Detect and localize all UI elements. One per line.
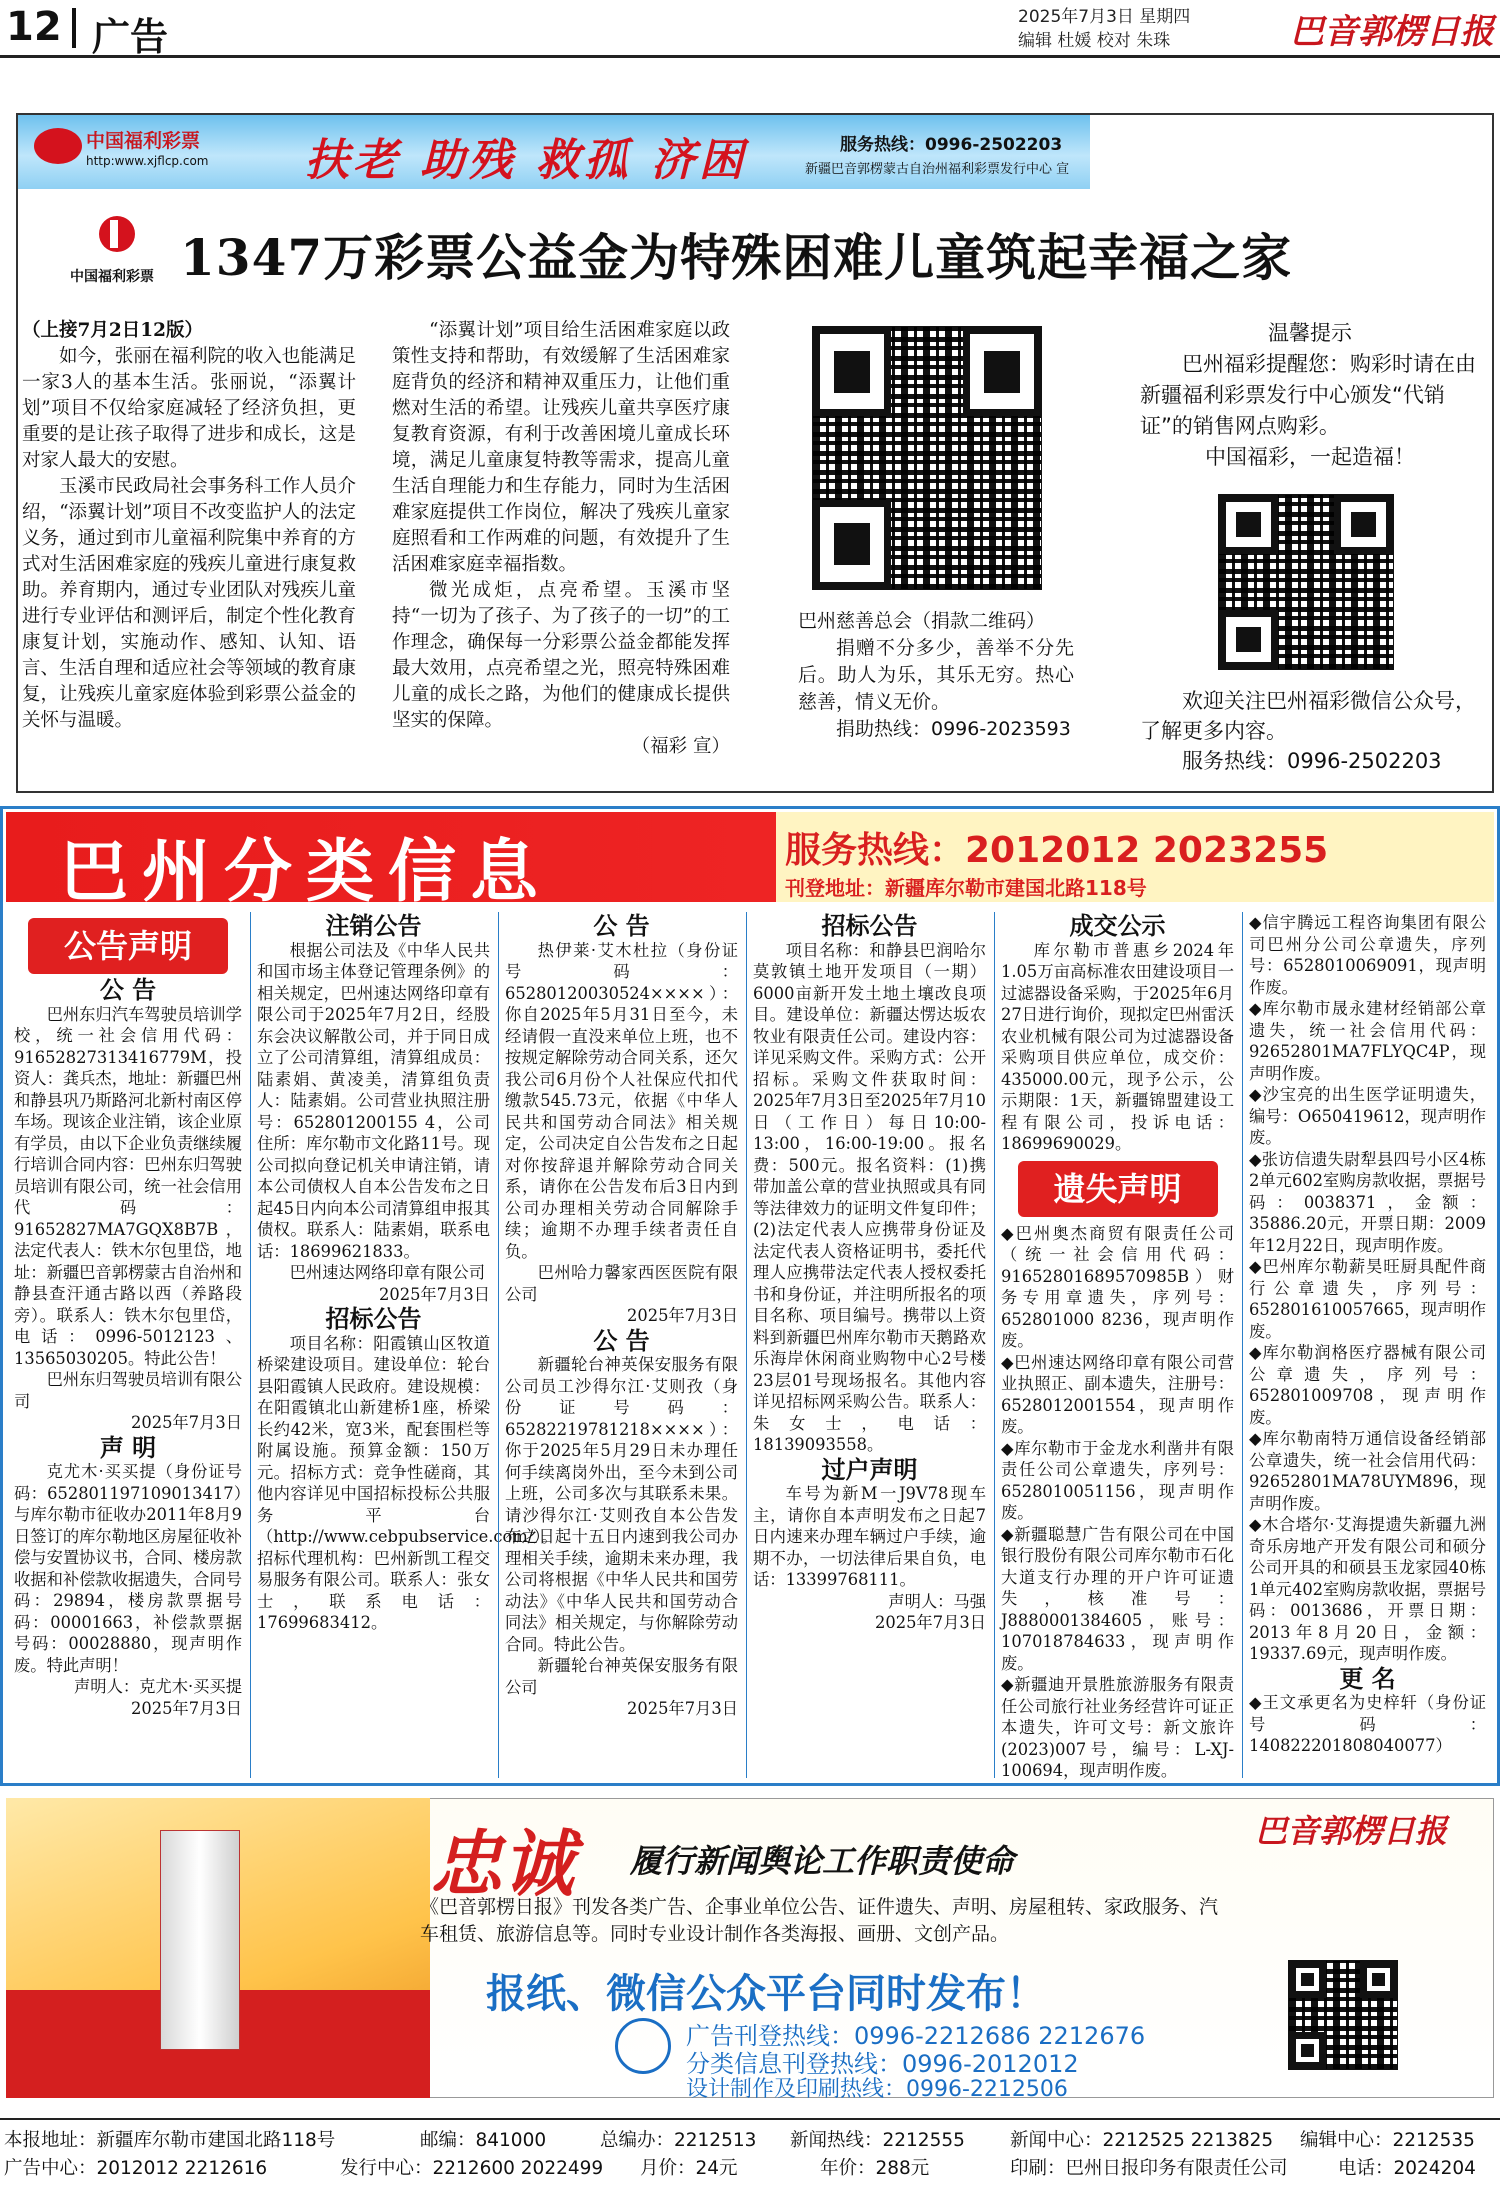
lost-badge: 遗失声明 (1018, 1161, 1218, 1217)
footer-phone: 电话：2024204 (1338, 2158, 1476, 2179)
footer-printer: 印刷：巴州日报印务有限责任公司 (1010, 2158, 1288, 2179)
notice-body: 车号为新M一J9V78现车主，请你自本声明发布之日起7日内速来办理车辆过户手续，逾期不办，一切法律后果自负，电话：13399768111。 (753, 1484, 986, 1589)
banner-slogan: 扶老 助残 救孤 济困 (305, 135, 747, 186)
footer-address: 本报地址：新疆库尔勒市建国北路118号 (4, 2130, 336, 2151)
notice-signer: 声明人：马强 (888, 1591, 986, 1611)
tip-block (1140, 318, 1480, 473)
notice-heading: 成交公示 (1069, 912, 1166, 940)
article-signoff: （福彩 宣） (631, 736, 730, 757)
classified-col-5 (994, 912, 1240, 1778)
lost-item: ◆沙宝亮的出生医学证明遗失，编号：O650419612，现声明作废。 (1249, 1085, 1486, 1147)
promo-headline: 忠诚 (430, 1822, 575, 1906)
notice-badge: 公告声明 (28, 918, 228, 974)
paper-logo: 巴音郭楞日报 (1290, 12, 1494, 52)
classified-title: 巴州分类信息 (60, 833, 553, 912)
wechat-block (1140, 686, 1480, 776)
charity-qr-code[interactable] (812, 326, 1042, 590)
promo-qr-code[interactable] (1288, 1960, 1398, 2070)
wechat-qr-code[interactable] (1218, 494, 1394, 670)
notice-date: 2025年7月3日 (131, 1413, 242, 1432)
logo-caption: 中国福利彩票 (70, 269, 154, 285)
lost-item: ◆木合塔尔·艾海提遗失新疆九洲奇乐房地产开发有限公司和硕分公司开具的和硕县玉龙家园40栋1单元402室购房款收据，票据号码：0013686，开票日期：2013年8月20日，金额：19337.69元，现声明作废。 (1249, 1515, 1486, 1663)
lost-item: ◆库尔勒市于金龙水利凿井有限责任公司公章遗失，序列号：6528010051156，现声明作废。 (1001, 1438, 1234, 1522)
notice-body: 库尔勒市普惠乡2024年1.05万亩高标准农田建设项目一过滤器设备采购，于2025年6月27日进行询价，现拟定巴州雷沃农业机械有限公司为过滤器设备采购项目供应单位，成交价：435000.00元，现予公示，公示期限：1天，新疆锦盟建设工程有限公司，投诉电话：18699690029。 (1001, 940, 1234, 1153)
classified-col-2 (250, 912, 558, 1778)
notice-signer: 巴州东归驾驶员培训有限公司 (14, 1370, 242, 1411)
lost-item: ◆库尔勒润格医疗器械有限公司公章遗失，序列号：652801009708，现声明作废。 (1249, 1343, 1486, 1427)
banner-org: 新疆巴音郭楞蒙古自治州福利彩票发行中心 宣 (805, 162, 1070, 177)
lost-item: ◆新疆聪慧广告有限公司在中国银行股份有限公司库尔勒市石化大道支行办理的开户许可证遗失，核准号：J8880001384605，账号：107018784633，现声明作废。 (1001, 1524, 1234, 1673)
article-paragraph: 如今，张丽在福利院的收入也能满足一家3人的基本生活。张丽说，“添翼计划”项目不仅给家庭减轻了经济负担，更重要的是让孩子取得了进步和成长，这是对家人最大的安慰。 (22, 346, 356, 471)
editor-line: 编辑 杜媛 校对 朱珠 (1018, 31, 1171, 51)
lost-item: ◆信宇腾远工程咨询集团有限公司巴州分公司公章遗失，序列号：6528010069091，现声明作废。 (1249, 913, 1486, 997)
masthead (0, 0, 1500, 58)
notice-heading: 过户声明 (821, 1455, 918, 1484)
date-line: 2025年7月3日 星期四 (1018, 7, 1191, 27)
footer-distribution: 发行中心：2212600 2022499 (340, 2158, 604, 2179)
charity-text: 捐赠不分多少，善举不分先后。助人为乐，其乐无穷。热心慈善，情义无价。 (798, 637, 1074, 713)
notice-date: 2025年7月3日 (627, 1306, 738, 1325)
article-paragraph: “添翼计划”项目给生活困难家庭以政策性支持和帮助，有效缓解了生活困难家庭背负的经济和精神双重压力，让他们重燃对生活的希望。让残疾儿童共享医疗康复教育资源，有利于改善困境儿童成长环境，满足儿童康复特教等需求，提高儿童生活自理能力和生存能力，同时为生活困难家庭提供工作岗位，解决了残疾儿童家庭照看和工作两难的问题，有效提升了生活困难家庭幸福指数。 (392, 320, 730, 575)
notice-body: 项目名称：和静县巴润哈尔莫敦镇土地开发项目（一期）6000亩新开发土地土壤改良项目。建设单位：新疆达愣达坂农牧业有限责任公司。建设内容：详见采购文件。采购方式：公开招标。采购文件获取时间：2025年7月3日至2025年7月10日（工作日）每日10:00-13:00，16:00-19:00。报名费：500元。报名资料：(1)携带加盖公章的营业执照或具有同等法律效力的证明文件复印件；(2)法定代表人应携带身份证及法定代表人资格证明书，委托代理人应携带法定代表人授权委托书和身份证，并注明所报名的项目名称、项目编号。携带以上资料到新疆巴州库尔勒市天鹅路欢乐海岸休闲商业购物中心2号楼23层01号现场报名。其他内容详见招标网采购公告。联系人：朱女士，电话：18139093558。 (753, 940, 986, 1454)
promo-class-line: 分类信息刊登热线：0996-2012012 (686, 2050, 1079, 2078)
footer-news-hotline: 新闻热线：2212555 (790, 2130, 965, 2151)
wechat-hotline: 服务热线：0996-2502203 (1182, 749, 1442, 773)
notice-heading: 公 告 (99, 976, 157, 1004)
rolled-newspaper-icon (160, 1830, 240, 2050)
classified-col-3 (498, 912, 744, 1778)
notice-body: 热伊莱·艾木杜拉（身份证号码：65280120030524××××）：你自2025年5月31日至今，未经请假一直没来单位上班，也不按规定解除劳动合同关系，还欠我公司6月份个人社保应代扣代缴款545.73元，依据《中华人民共和国劳动合同法》相关规定，公司决定自公告发布之日起对你按辞退并解除劳动合同关系，请你在公告发布后3日内到公司办理相关劳动合同解除手续；逾期不办理手续者责任自负。 (505, 940, 738, 1261)
notice-body: 新疆轮台神英保安服务有限公司员工沙得尔江·艾则孜（身份证号码：65282219781218××××）：你于2025年5月29日未办理任何手续离岗外出，至今未到公司上班，公司多次与其联系未果。请沙得尔江·艾则孜自本公告发布之日起十五日内速到我公司办理相关手续，逾期未来办理，我公司将根据《中华人民共和国劳动法》《中华人民共和国劳动合同法》相关规定，与你解除劳动合同。特此公告。 (505, 1355, 738, 1654)
notice-body: ◆王文承更名为史梓轩（身份证号码：140822201808040077） (1249, 1693, 1486, 1755)
notice-signer: 巴州速达网络印章有限公司 (289, 1263, 485, 1282)
notice-heading: 公 告 (593, 1326, 650, 1355)
charity-caption: 巴州慈善总会（捐款二维码） (798, 610, 1046, 632)
lottery-logo-icon (34, 128, 82, 164)
lost-item: ◆新疆迪开景胜旅游服务有限责任公司旅行社业务经营许可证正本遗失，许可文号：新文旅许(2023)007号，编号：L-XJ-100694，现声明作废。 (1001, 1675, 1234, 1780)
article-headline: 1347万彩票公益金为特殊困难儿童筑起幸福之家 (180, 228, 1293, 287)
classified-col-4 (746, 912, 992, 1778)
notice-heading: 招标公告 (821, 912, 918, 940)
notice-date: 2025年7月3日 (627, 1699, 738, 1718)
promo-text: 《巴音郭楞日报》刊发各类广告、企事业单位公告、证件遗失、声明、房屋租转、家政服务、汽车租赁、旅游信息等。同时专业设计制作各类海报、画册、文创产品。 (420, 1896, 1219, 1945)
notice-heading: 声 明 (99, 1433, 157, 1462)
promo-design-line: 设计制作及印刷热线：0996-2212506 (686, 2077, 1068, 2102)
notice-heading: 招标公告 (325, 1305, 422, 1333)
notice-body: 巴州东归汽车驾驶员培训学校，统一社会信用代码：91652827313416779M，投资人：龚兵杰，地址：新疆巴州和静县巩乃斯路河北新村南区停车场。现该企业注销，该企业原有学员，由以下企业负责继续履行培训合同内容：巴州东归驾驶员培训有限公司，统一社会信用代码：91652827MA7GQX8B7B，法定代表人：铁木尔包里岱，地址：新疆巴音郭楞蒙古自治州和静县查汗通古路以西（养路段旁）。联系人：铁木尔包里岱，电话：0996-5012123、13565030205。特此公告！ (14, 1004, 242, 1368)
lost-item: ◆库尔勒市晟永建材经销部公章遗失，统一社会信用代码：92652801MA7FLYQC4P，现声明作废。 (1249, 999, 1486, 1083)
article-paragraph: 玉溪市民政局社会事务科工作人员介绍，“添翼计划”项目不改变监护人的法定义务，通过到市儿童福利院集中养育的方式对生活困难家庭的残疾儿童进行康复救助。养育期内，通过专业团队对残疾儿童进行专业评估和测评后，制定个性化教育康复计划，实施动作、感知、认知、语言、生活自理和适应社会等领域的教育康复，让残疾儿童家庭体验到彩票公益金的关怀与温暖。 (22, 476, 356, 731)
article-continued: （上接7月2日12版） (22, 320, 203, 341)
classified-col-1 (8, 912, 248, 1778)
article-col-1 (22, 318, 356, 734)
notice-body: 项目名称：阳霞镇山区牧道桥梁建设项目。建设单位：轮台县阳霞镇人民政府。建设规模：在阳霞镇北山新建桥1座，桥梁长约42米，宽3米，配套围栏等附属设施。预算金额：150万元。招标方式：竞争性磋商，其他内容详见中国招标投标公共服务平台（http://www.cebpubservice.com/）。招标代理机构：巴州新凯工程交易服务有限公司。联系人：张女士，联系电话：17699683412。 (257, 1333, 558, 1632)
promo-paper-logo: 巴音郭楞日报 (1255, 1812, 1448, 1850)
footer (0, 2118, 1500, 2188)
promo-subheadline: 报纸、微信公众平台同时发布！ (486, 1971, 1046, 2017)
banner-hotline: 服务热线：0996-2502203 (840, 135, 1063, 155)
wechat-text: 欢迎关注巴州福彩微信公众号，了解更多内容。 (1140, 689, 1476, 743)
notice-date: 2025年7月3日 (131, 1698, 242, 1718)
footer-editorial: 总编办：2212513 (600, 2130, 757, 2151)
masthead-divider (72, 8, 76, 48)
classified-address: 刊登地址：新疆库尔勒市建国北路118号 (785, 876, 1147, 900)
notice-heading: 更 名 (1339, 1664, 1396, 1693)
footer-edit-center: 编辑中心：2212535 (1300, 2130, 1475, 2151)
tip-text: 巴州福彩提醒您：购彩时请在由新疆福利彩票发行中心颁发“代销证”的销售网点购彩。 (1140, 352, 1476, 438)
classified-col-6 (1242, 912, 1492, 1778)
lost-item: ◆巴州奥杰商贸有限责任公司（统一社会信用代码：91652801689570985B）财务专用章遗失，序列号：652801000 8236，现声明作废。 (1001, 1223, 1234, 1350)
tip-title: 温馨提示 (1268, 321, 1352, 345)
footer-postcode: 邮编：841000 (420, 2130, 547, 2151)
promo-ad-line: 广告刊登热线：0996-2212686 2212676 (686, 2022, 1146, 2050)
notice-body: 根据公司法及《中华人民共和国市场主体登记管理条例》的相关规定，巴州速达网络印章有限公司于2025年7月2日，经股东会决议解散公司，并于同日成立了公司清算组，清算组成员：陆素娟、黄凌美，清算组负责人：陆素娟。公司营业执照注册号：652801200155 4，公司住所：库尔勒市文化路11号。现公司拟向登记机关申请注销，请本公司债权人自本公告发布之日起45日内向本公司清算组申报其债权。联系人：陆素娟，联系电话：18699621833。 (257, 940, 490, 1261)
footer-yearly-price: 年价：288元 (820, 2158, 930, 2179)
notice-signer: 声明人：克尤木·买买提 (74, 1677, 242, 1696)
tip-slogan: 中国福彩，一起造福！ (1205, 445, 1415, 469)
notice-signer: 巴州哈力馨家西医医院有限公司 (505, 1263, 738, 1304)
promo-motto: 履行新闻舆论工作职责使命 (630, 1842, 1015, 1880)
lost-item: ◆巴州速达网络印章有限公司营业执照正、副本遗失，注册号：6528012001554，现声明作废。 (1001, 1352, 1234, 1436)
article-col-2 (392, 318, 730, 760)
notice-date: 2025年7月3日 (875, 1613, 986, 1632)
lost-item: ◆库尔勒南特万通信设备经销部公章遗失，统一社会信用代码：92652801MA78UYM896，现声明作废。 (1249, 1429, 1486, 1513)
footer-monthly-price: 月价：24元 (640, 2158, 738, 2179)
notice-heading: 注销公告 (325, 912, 422, 940)
notice-body: 克尤木·买买提（身份证号码：652801197109013417）与库尔勒市征收办2011年8月9日签订的库尔勒地区房屋征收补偿与安置协议书，合同、楼房款收据和补偿款收据遗失，合同号码：29894，楼房款票据号码：00001663，补偿款票据号码：00028880，现声明作废。特此声明！ (14, 1462, 242, 1675)
charity-hotline: 捐助热线：0996-2023593 (836, 718, 1071, 740)
page-number: 12 (6, 4, 62, 50)
notice-signer: 新疆轮台神英保安服务有限公司 (505, 1656, 738, 1697)
notice-date: 2025年7月3日 (379, 1284, 490, 1304)
lottery-url: http:www.xjflcp.com (86, 154, 209, 168)
charity-block (798, 608, 1074, 743)
article-paragraph: 微光成炬，点亮希望。玉溪市坚持“一切为了孩子、为了孩子的一切”的工作理念，确保每一分彩票公益金都能发挥最大效用，点亮希望之光，照亮特殊困难儿童的成长之路，为他们的健康成长提供坚实的保障。 (392, 580, 730, 731)
section-title: 广告 (92, 15, 169, 59)
footer-news-center: 新闻中心：2212525 2213825 (1010, 2130, 1274, 2151)
lottery-brand: 中国福利彩票 (86, 130, 201, 152)
lost-item: ◆巴州库尔勒薪昊旺厨具配件商行公章遗失，序列号：652801610057665，现声明作废。 (1249, 1257, 1486, 1341)
phone-icon (615, 2018, 671, 2074)
lost-item: ◆张访信遗失尉犁县四号小区4栋2单元602室购房款收据，票据号码：0038371，金额：35886.20元，开票日期：2009年12月22日，现声明作废。 (1249, 1149, 1486, 1255)
classified-hotline: 服务热线：2012012 2023255 (785, 830, 1329, 871)
lottery-logo (80, 210, 154, 264)
notice-heading: 公 告 (593, 912, 650, 940)
footer-ad-center: 广告中心：2012012 2212616 (4, 2158, 268, 2179)
